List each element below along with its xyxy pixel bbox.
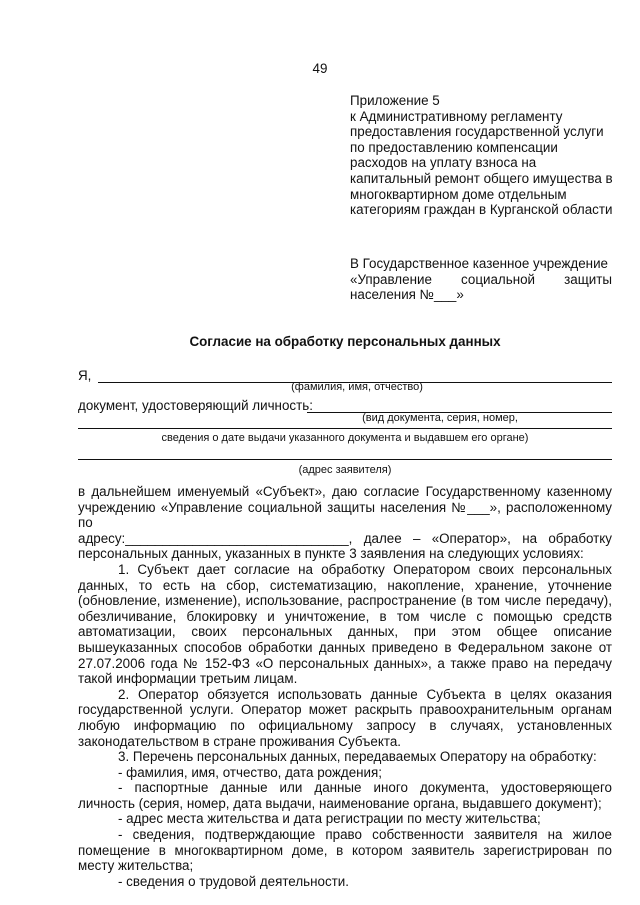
addressee-line: «Управление социальной защиты xyxy=(350,271,612,287)
address-caption: (адрес заявителя) xyxy=(298,464,392,476)
intro-line: в дальнейшем именуемый «Субъект», даю согласие Государственному казенному xyxy=(78,484,612,499)
document-underline-2[interactable] xyxy=(78,428,612,429)
addressee-line: населения №___» xyxy=(350,287,464,303)
appendix-header xyxy=(350,93,613,218)
list-item: - сведения, подтверждающие право собственности заявителя на жилое помещение в многоквартирном доме, в котором заявитель зарегистрирован по месту жительства; xyxy=(78,827,612,874)
address-field xyxy=(78,445,612,461)
list-item: - адрес места жительства и дата регистрации по месту жительства; xyxy=(118,811,541,827)
appendix-line: предоставления государственной услуги xyxy=(350,124,604,140)
list-item: - фамилия, имя, отчество, дата рождения; xyxy=(118,764,383,780)
document-caption-2: сведения о дате выдачи указанного документа и выдавшем его органе) xyxy=(161,432,529,444)
list-item: - сведения о трудовой деятельности. xyxy=(118,873,349,889)
page-number: 49 xyxy=(312,61,328,76)
appendix-line: к Административному регламенту xyxy=(350,108,563,124)
name-caption: (фамилия, имя, отчество) xyxy=(291,381,423,393)
doc-label: документ, удостоверяющий личность: xyxy=(78,398,313,413)
appendix-line: капитальный ремонт общего имущества в xyxy=(350,170,613,186)
intro-line: учреждению «Управление социальной защиты населения №___», расположенному по xyxy=(78,499,612,531)
consent-body xyxy=(78,484,612,889)
appendix-line: расходов на уплату взноса на xyxy=(350,155,537,171)
document-caption: (вид документа, серия, номер, xyxy=(362,412,518,424)
appendix-line: категориям граждан в Курганской области xyxy=(350,202,613,218)
paragraph-2: 2. Оператор обязуется использовать данные Субъекта в целях оказания государственной услуги. Оператор может раскрыть правоохранительным органам любую информацию по официальному запросу в случаях, установленных законодательством в стране проживания Субъекта. xyxy=(78,686,612,749)
document-extra-field xyxy=(78,414,612,430)
address-underline[interactable] xyxy=(78,459,612,460)
addressee-line: В Государственное казенное учреждение xyxy=(350,256,608,271)
document-title: Согласие на обработку персональных данных xyxy=(189,334,501,349)
appendix-line: по предоставлению компенсации xyxy=(350,139,558,155)
intro-line: персональных данных, указанных в пункте 3 заявления на следующих условиях: xyxy=(78,546,584,562)
paragraph-1: 1. Субъект дает согласие на обработку Оператором своих персональных данных, то есть на сбор, систематизацию, накопление, хранение, уточнение (обновление, изменение), использование, распространение (в том числе передачу), обезличивание, блокировку и уничтожение, в том числе с помощью средств автоматизации, своих персональных данных, при этом общее описание вышеуказанных способов обработки данных приведено в Федеральном законе от 27.07.2006 года № 152-ФЗ «О персональных данных», а также право на передачу такой информации третьим лицам. xyxy=(78,561,612,687)
i-label: Я, xyxy=(78,368,92,383)
list-item: - паспортные данные или данные иного документа, удостоверяющего личность (серия, номер, дата выдачи, наименование органа, выдавшего документ); xyxy=(78,780,612,811)
appendix-line: Приложение 5 xyxy=(350,93,440,108)
intro-line: адресу:______________________________, далее – «Оператор», на обработку xyxy=(78,530,612,546)
paragraph-3: 3. Перечень персональных данных, передаваемых Оператору на обработку: xyxy=(118,749,597,765)
addressee-block xyxy=(350,256,612,303)
appendix-line: многоквартирном доме отдельным xyxy=(350,186,567,202)
